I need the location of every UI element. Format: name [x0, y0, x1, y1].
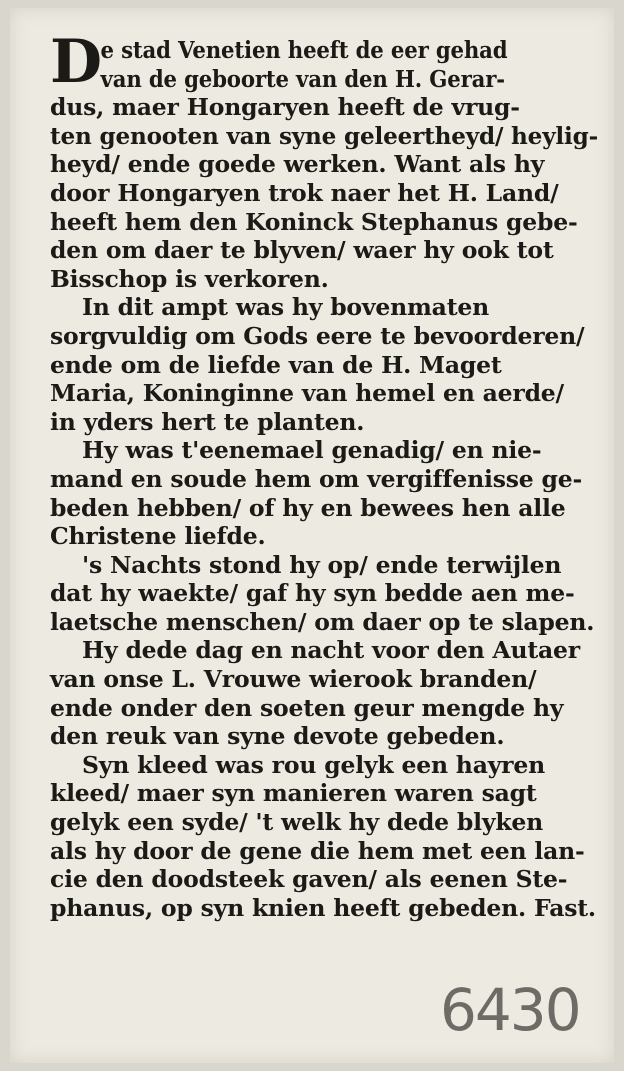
- text-line: Hy was t'eenemael genadig/ en nie-: [82, 436, 542, 465]
- text-line: dus, maer Hongaryen heeft de vrug-: [50, 93, 520, 122]
- text-line: den reuk van syne devote gebeden.: [50, 722, 505, 751]
- text-line: ende om de liefde van de H. Maget: [50, 350, 502, 379]
- body-text: [50, 27, 598, 922]
- text-line: van onse L. Vrouwe wierook branden/: [50, 665, 537, 694]
- text-line: In dit ampt was hy bovenmaten: [82, 293, 489, 322]
- text-line: van de geboorte van den H. Gerar-: [100, 64, 505, 93]
- text-line: Syn kleed was rou gelyk een hayren: [82, 750, 545, 779]
- text-line: ende onder den soeten geur mengde hy: [50, 693, 564, 722]
- text-line: sorgvuldig om Gods eere te bevoorderen/: [50, 321, 585, 350]
- drop-cap: D: [50, 27, 102, 97]
- text-line: Christene liefde.: [50, 522, 266, 551]
- text-line: beden hebben/ of hy en bewees hen alle: [50, 493, 566, 522]
- text-line: Maria, Koninginne van hemel en aerde/: [50, 379, 564, 408]
- text-line: laetsche menschen/ om daer op te slapen.: [50, 607, 595, 636]
- text-line: heyd/ ende goede werken. Want als hy: [50, 150, 545, 179]
- handwritten-shelf-mark: 6430: [440, 976, 580, 1044]
- text-line: in yders hert te planten.: [50, 407, 365, 436]
- text-line: heeft hem den Koninck Stephanus gebe-: [50, 207, 578, 236]
- text-line: cie den doodsteek gaven/ als eenen Ste-: [50, 865, 568, 894]
- text-line: ten genooten van syne geleertheyd/ heylig-: [50, 121, 598, 150]
- text-line: 's Nachts stond hy op/ ende terwijlen: [82, 550, 562, 579]
- text-line: kleed/ maer syn manieren waren sagt: [50, 779, 537, 808]
- text-line: e stad Venetien heeft de eer gehad: [100, 36, 508, 64]
- text-line: Bisschop is verkoren.: [50, 264, 329, 293]
- text-line: phanus, op syn knien heeft gebeden. Fast.: [50, 893, 596, 922]
- text-line: door Hongaryen trok naer het H. Land/: [50, 178, 559, 207]
- text-line: als hy door de gene die hem met een lan-: [50, 836, 585, 865]
- text-line: gelyk een syde/ 't welk hy dede blyken: [50, 808, 544, 837]
- text-line: den om daer te blyven/ waer hy ook tot: [50, 236, 554, 265]
- text-line: mand en soude hem om vergiffenisse ge-: [50, 464, 583, 493]
- text-line: Hy dede dag en nacht voor den Autaer: [82, 636, 580, 665]
- printed-page: [10, 8, 614, 1063]
- text-line: dat hy waekte/ gaf hy syn bedde aen me-: [50, 579, 575, 608]
